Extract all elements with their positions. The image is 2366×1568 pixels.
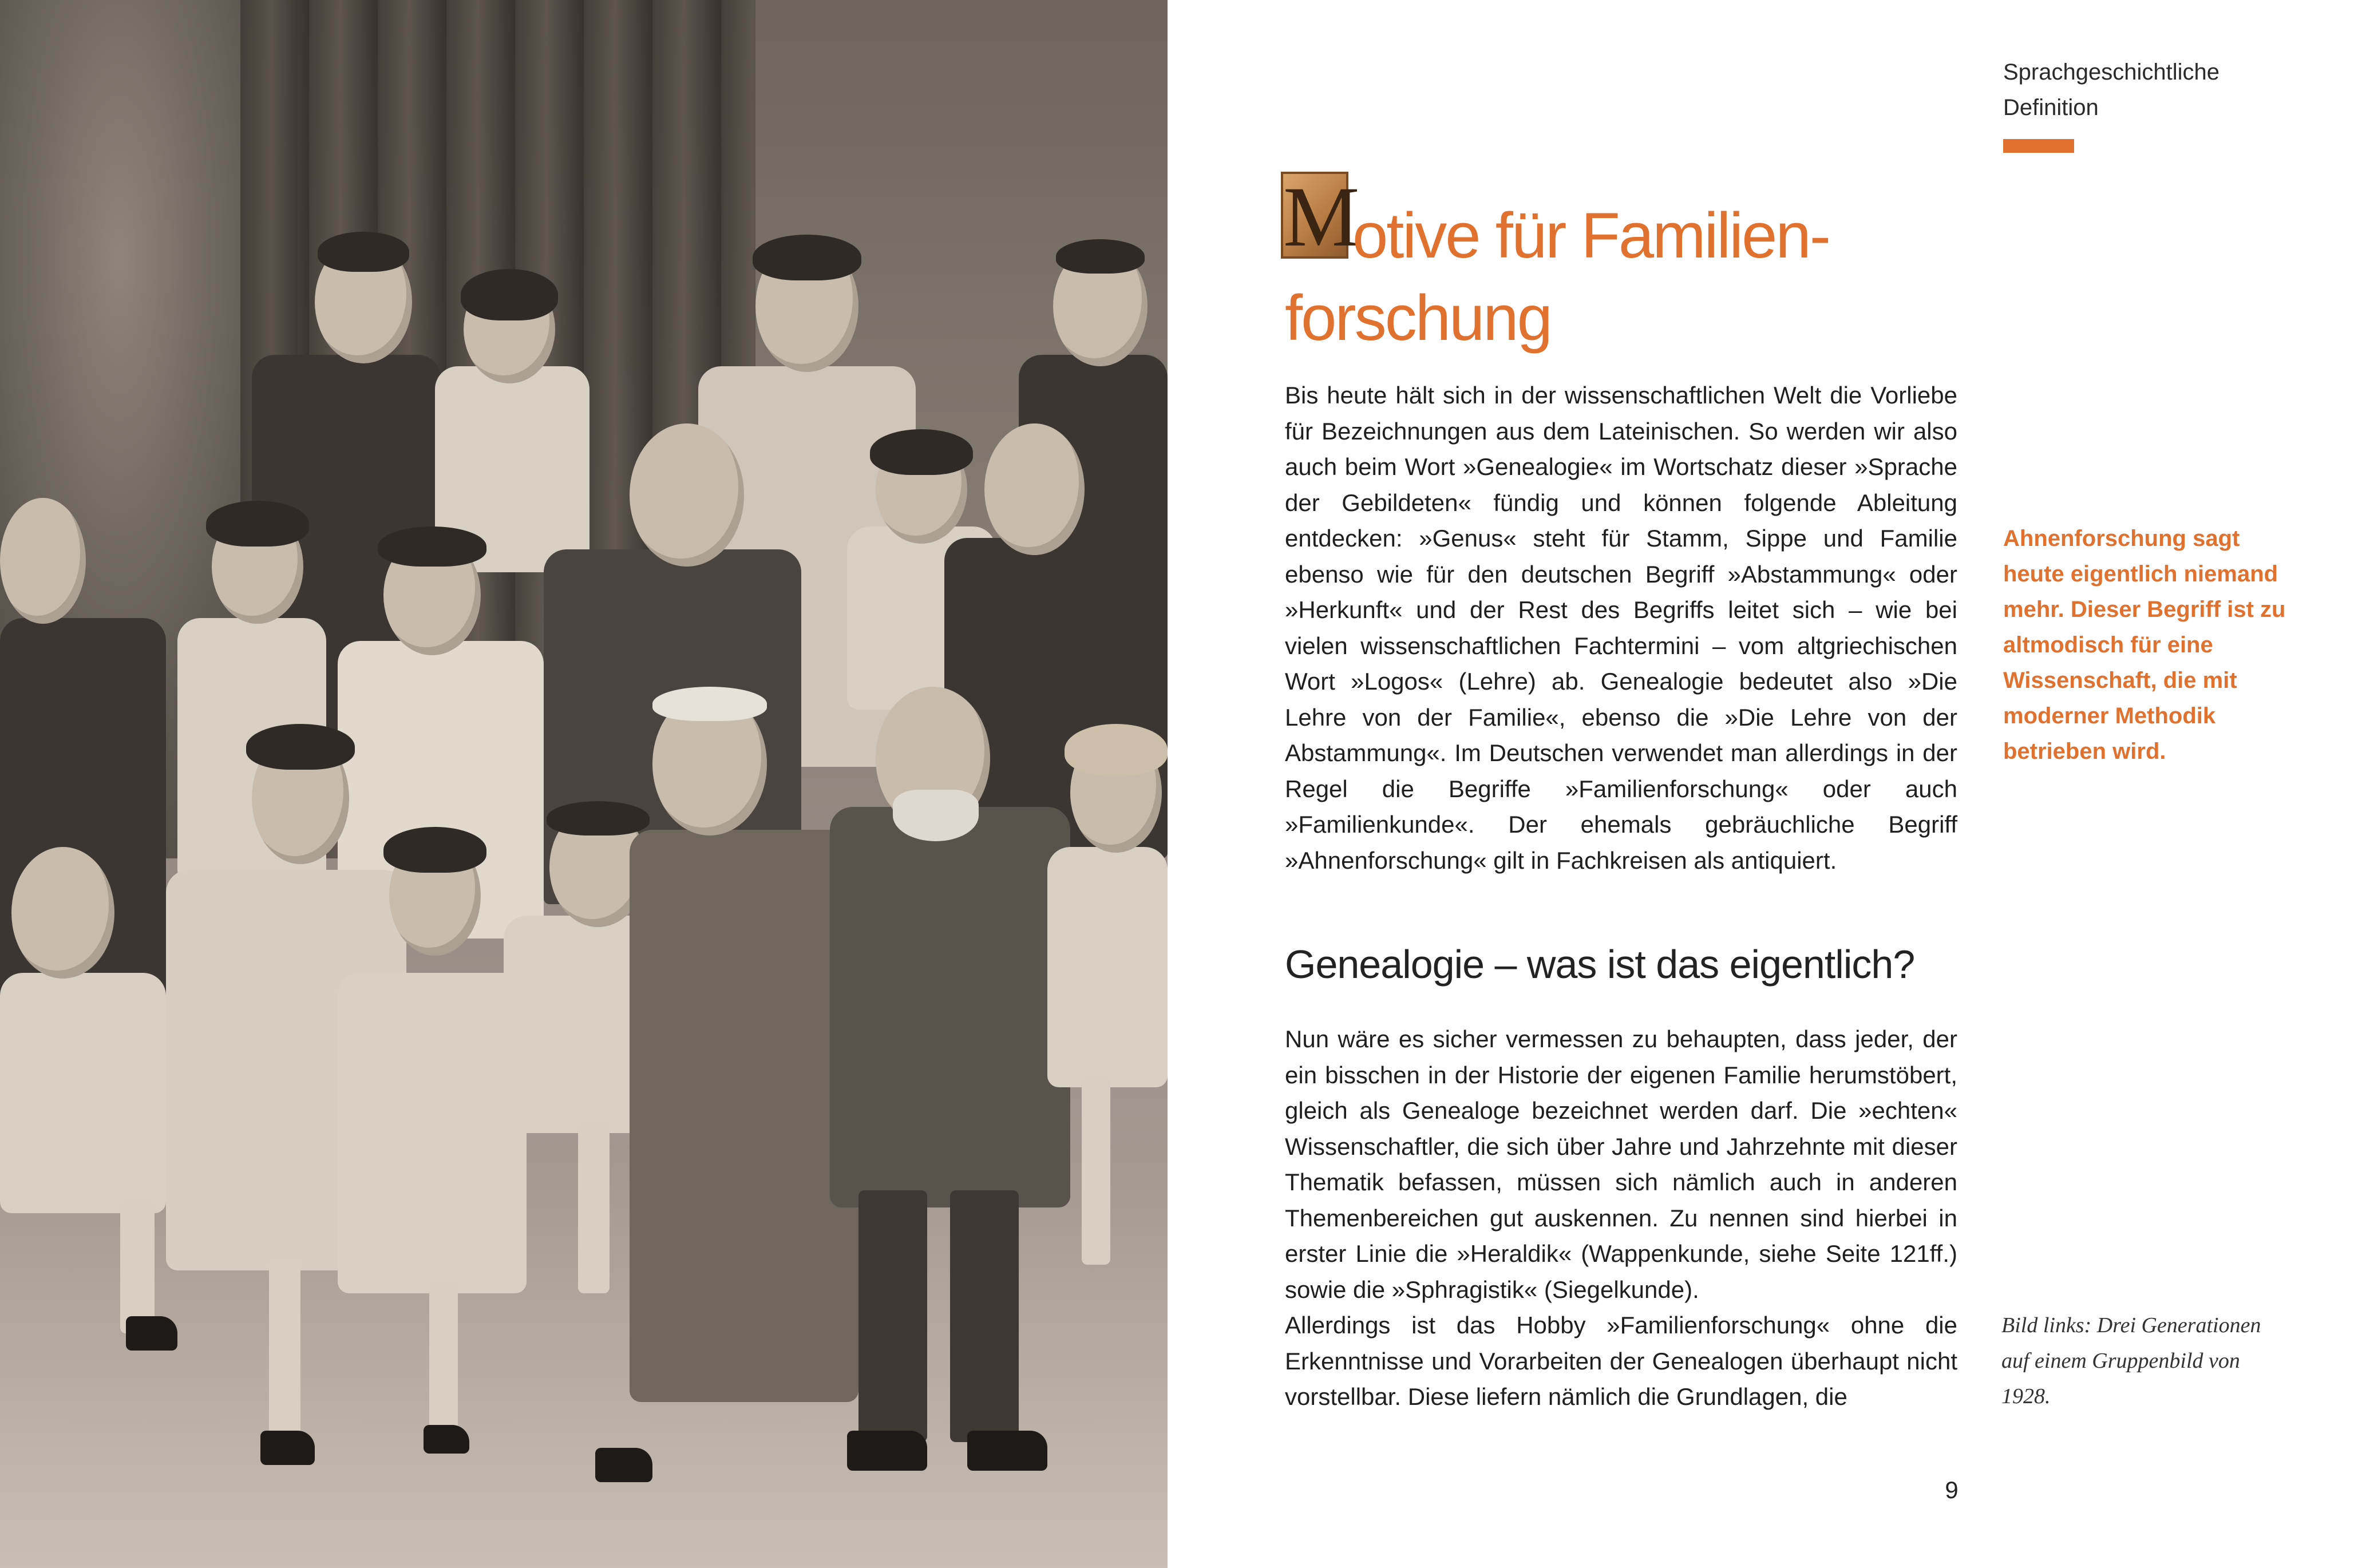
chapter-heading <box>1285 195 1972 359</box>
page-number: 9 <box>1945 1476 1959 1503</box>
body-paragraph-2b: Allerdings ist das Hobby »Familienforschung« ohne die Erkenntnisse und Vorarbeiten der Genealogen überhaupt nicht vorstellbar. Diese liefern nämlich die Grundlagen, die <box>1285 1312 1957 1410</box>
intro-paragraph: Bis heute hält sich in der wissenschaftlichen Welt die Vorliebe für Bezeichnungen aus dem Lateinischen. So werden wir also auch beim Wort »Genealogie« im Wortschatz dieser »Sprache der Gebildeten« fündig und können folgende Ableitung entdecken: »Genus« steht für Stamm, Sippe und Familie ebenso wie für den deutschen Begriff »Abstammung« oder »Herkunft« und der Rest des Begriffs leitet sich – wie bei vielen wissenschaftlichen Fachtermini – vom altgriechischen Wort »Logos« (Lehre) ab. Genealogie bedeutet also »Die Lehre von der Familie«, ebenso die »Die Lehre von der Abstammung«. Im Deutschen verwendet man allerdings in der Regel die Begriffe »Familienforschung« oder auch »Familienkunde«. Der ehemals gebräuchliche Begriff »Ahnenforschung« gilt in Fachkreisen als antiquiert. <box>1285 382 1957 874</box>
dropcap-letter: M <box>1281 172 1348 259</box>
chapter-heading-line1: otive für Familien- <box>1352 200 1830 271</box>
section-title-line2: Definition <box>2003 95 2099 120</box>
body-paragraph-2 <box>1285 1021 1957 1415</box>
section-accent-bar <box>2003 139 2074 153</box>
subheading: Genealogie – was ist das eigentlich? <box>1285 942 1915 987</box>
photo-caption: Bild links: Drei Generationen auf einem Gruppenbild von 1928. <box>2001 1313 2261 1408</box>
body-paragraph-2a: Nun wäre es sicher vermessen zu behaupten, dass jeder, der ein bisschen in der Historie der eigenen Familie herumstöbert, gleich als Genealoge bezeichnet werden darf. Die »echten« Wissenschaftler, die sich über Jahre und Jahrzehnte mit dieser Thematik befassen, müssen sich nämlich auch in anderen Themenbereichen gut auskennen. Zu nennen sind hierbei in erster Linie die »Heraldik« (Wappenkunde, siehe Seite 121ff.) sowie die »Sphragistik« (Siegelkunde). <box>1285 1025 1957 1303</box>
margin-note: Ahnenforschung sagt heute eigentlich niemand mehr. Dieser Begriff ist zu altmodisch für eine Wissenschaft, die mit moderner Methodik betrieben wird. <box>2003 526 2286 764</box>
section-title-line1: Sprachgeschichtliche <box>2003 60 2219 85</box>
chapter-heading-line2: forschung <box>1285 282 1551 354</box>
section-title <box>2003 54 2244 125</box>
family-group-photo <box>0 0 1168 1568</box>
